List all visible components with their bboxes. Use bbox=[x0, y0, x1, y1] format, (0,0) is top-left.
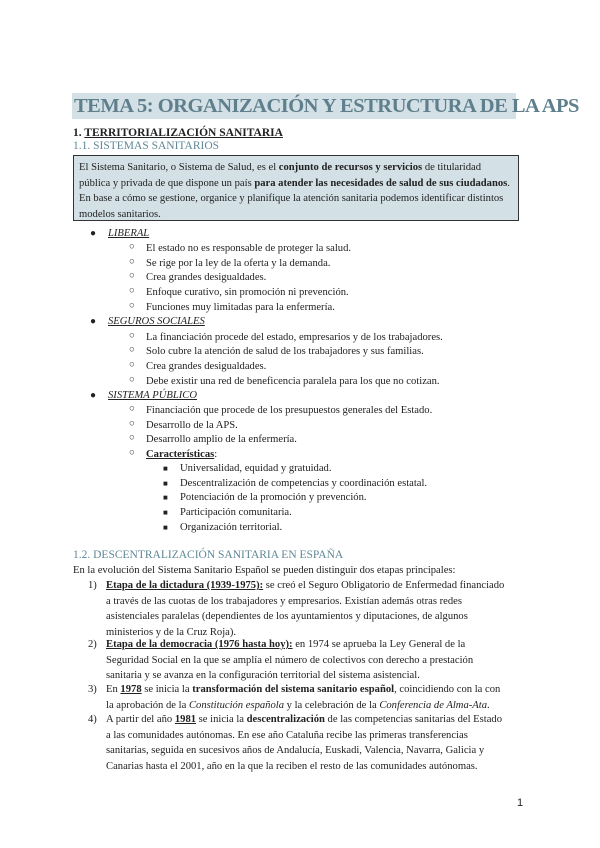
list-item: Debe existir una red de beneficencia paralela para los que no cotizan. bbox=[146, 376, 440, 387]
characteristics-colon: : bbox=[214, 449, 218, 460]
model-label-publico: SISTEMA PÚBLICO bbox=[108, 390, 197, 401]
circle-bullet-icon: ○ bbox=[129, 257, 135, 267]
stage-text: de las competencias sanitarias del Estado bbox=[324, 714, 502, 725]
page-title: TEMA 5: ORGANIZACIÓN Y ESTRUCTURA DE LA APS bbox=[74, 95, 579, 117]
list-number: 3) bbox=[88, 684, 97, 695]
circle-bullet-icon: ○ bbox=[129, 448, 135, 458]
bullet-icon: ● bbox=[90, 316, 97, 327]
stage-italic: Conferencia de Alma-Ata bbox=[379, 699, 487, 711]
box-text: . En base a cómo se gestione, organice y planifique la atención sanitaria podemos identificar distintos modelos sanitarios. bbox=[79, 177, 510, 220]
bullet-icon: ● bbox=[90, 228, 97, 239]
circle-bullet-icon: ○ bbox=[129, 345, 135, 355]
square-bullet-icon: ■ bbox=[163, 464, 168, 473]
stage-text: se inicia la bbox=[141, 684, 193, 695]
stage-text: , coincidiendo con la con bbox=[394, 684, 501, 695]
page-number: 1 bbox=[517, 797, 524, 809]
stage-text: y la celebración de la bbox=[284, 699, 380, 711]
model-label-liberal: LIBERAL bbox=[108, 228, 150, 239]
stage-text: En bbox=[106, 684, 121, 695]
stage-title: Etapa de la democracia (1976 hasta hoy): bbox=[106, 639, 293, 650]
stage-text: ministerios y de la Cruz Roja). bbox=[106, 626, 237, 638]
stage-text: Seguridad Social en la que se amplía el número de colectivos con derecho a prestación bbox=[106, 654, 474, 666]
stage-text: A partir del año bbox=[106, 714, 175, 725]
list-item: Organización territorial. bbox=[180, 522, 283, 533]
section-heading bbox=[73, 127, 283, 139]
stage-text: la aprobación de la bbox=[106, 699, 189, 711]
definition-box bbox=[73, 155, 519, 221]
model-label-seguros: SEGUROS SOCIALES bbox=[108, 316, 205, 327]
list-item: Crea grandes desigualdades. bbox=[146, 361, 267, 372]
box-text: de titularidad pública y privada de que dispone un país bbox=[79, 162, 482, 189]
list-item: Se rige por la ley de la oferta y la demanda. bbox=[146, 258, 331, 269]
list-item: Potenciación de la promoción y prevención. bbox=[180, 492, 367, 503]
stage-strong: transformación del sistema sanitario español bbox=[192, 684, 395, 695]
subsection-heading-1: 1.1. SISTEMAS SANITARIOS bbox=[73, 140, 220, 152]
circle-bullet-icon: ○ bbox=[129, 286, 135, 296]
stage-text: a las comunidades autónomas. En ese año Cataluña recibe las primeras transferencias bbox=[106, 729, 468, 741]
list-item: Financiación que procede de los presupuestos generales del Estado. bbox=[146, 405, 433, 416]
stage-text: se inicia la bbox=[196, 714, 247, 725]
characteristics-label: Características bbox=[146, 449, 215, 460]
stage-text: se creó el Seguro Obligatorio de Enfermedad financiado bbox=[263, 580, 505, 591]
stage-year: 1978 bbox=[120, 684, 142, 695]
box-bold: para atender las necesidades de salud de sus ciudadanos bbox=[254, 177, 508, 189]
list-item: Solo cubre la atención de salud de los trabajadores y sus familias. bbox=[146, 346, 424, 357]
list-item: Participación comunitaria. bbox=[180, 507, 292, 518]
stage-text: en 1974 se aprueba la Ley General de la bbox=[292, 639, 466, 650]
list-item: Desarrollo de la APS. bbox=[146, 420, 238, 431]
circle-bullet-icon: ○ bbox=[129, 271, 135, 281]
square-bullet-icon: ■ bbox=[163, 523, 168, 532]
list-number: 1) bbox=[88, 580, 97, 591]
list-item: Descentralización de competencias y coordinación estatal. bbox=[180, 478, 428, 489]
box-text: El Sistema Sanitario, o Sistema de Salud, es el bbox=[79, 162, 279, 173]
characteristics-heading bbox=[146, 448, 217, 462]
circle-bullet-icon: ○ bbox=[129, 360, 135, 370]
stage-text: a través de las cuotas de los trabajadores y empresarios. Existían además otras redes bbox=[106, 595, 462, 607]
stage-paragraph bbox=[106, 578, 526, 640]
list-item: Universalidad, equidad y gratuidad. bbox=[180, 463, 332, 474]
stage-strong: descentralización bbox=[246, 714, 325, 725]
stage-italic: Constitución española bbox=[188, 699, 285, 711]
stage-text: Canarias hasta el 2001, año en la que la reciben el resto de las comunidades autónomas. bbox=[106, 760, 478, 772]
circle-bullet-icon: ○ bbox=[129, 301, 135, 311]
list-item: La financiación procede del estado, empresarios y de los trabajadores. bbox=[146, 332, 443, 343]
square-bullet-icon: ■ bbox=[163, 493, 168, 502]
square-bullet-icon: ■ bbox=[163, 508, 168, 517]
stage-text: . bbox=[487, 699, 490, 711]
intro-paragraph: En la evolución del Sistema Sanitario Español se pueden distinguir dos etapas principales: bbox=[73, 565, 456, 576]
stage-text: sanitaria y se avanza en la configuración territorial del sistema asistencial. bbox=[106, 670, 420, 681]
stage-title: Etapa de la dictadura (1939-1975): bbox=[106, 580, 264, 591]
section-number: 1. bbox=[73, 127, 85, 139]
square-bullet-icon: ■ bbox=[163, 479, 168, 488]
stage-text: sanitarias, seguida en sucesivos años de Andalucía, Euskadi, Valencia, Navarra, Galicia y bbox=[106, 745, 485, 756]
circle-bullet-icon: ○ bbox=[129, 242, 135, 252]
subsection-heading-2: 1.2. DESCENTRALIZACIÓN SANITARIA EN ESPAÑA bbox=[73, 549, 344, 561]
list-item: Desarrollo amplio de la enfermería. bbox=[146, 434, 297, 445]
circle-bullet-icon: ○ bbox=[129, 375, 135, 385]
list-number: 4) bbox=[88, 714, 97, 725]
circle-bullet-icon: ○ bbox=[129, 331, 135, 341]
list-item: Crea grandes desigualdades. bbox=[146, 272, 267, 283]
stage-paragraph bbox=[106, 637, 526, 684]
stage-paragraph bbox=[106, 712, 526, 774]
bullet-icon: ● bbox=[90, 390, 97, 401]
circle-bullet-icon: ○ bbox=[129, 419, 135, 429]
circle-bullet-icon: ○ bbox=[129, 404, 135, 414]
list-item: Funciones muy limitadas para la enfermería. bbox=[146, 302, 335, 313]
list-number: 2) bbox=[88, 639, 97, 650]
circle-bullet-icon: ○ bbox=[129, 433, 135, 443]
box-bold: conjunto de recursos y servicios bbox=[278, 162, 423, 173]
stage-paragraph bbox=[106, 682, 526, 713]
stage-year: 1981 bbox=[174, 714, 197, 725]
section-label: TERRITORIALIZACIÓN SANITARIA bbox=[84, 127, 283, 139]
stage-text: asistenciales paralelas (dependientes de los ayuntamientos y diputaciones, de algunos bbox=[106, 611, 468, 622]
list-item: El estado no es responsable de proteger la salud. bbox=[146, 243, 352, 254]
list-item: Enfoque curativo, sin promoción ni prevención. bbox=[146, 287, 349, 298]
